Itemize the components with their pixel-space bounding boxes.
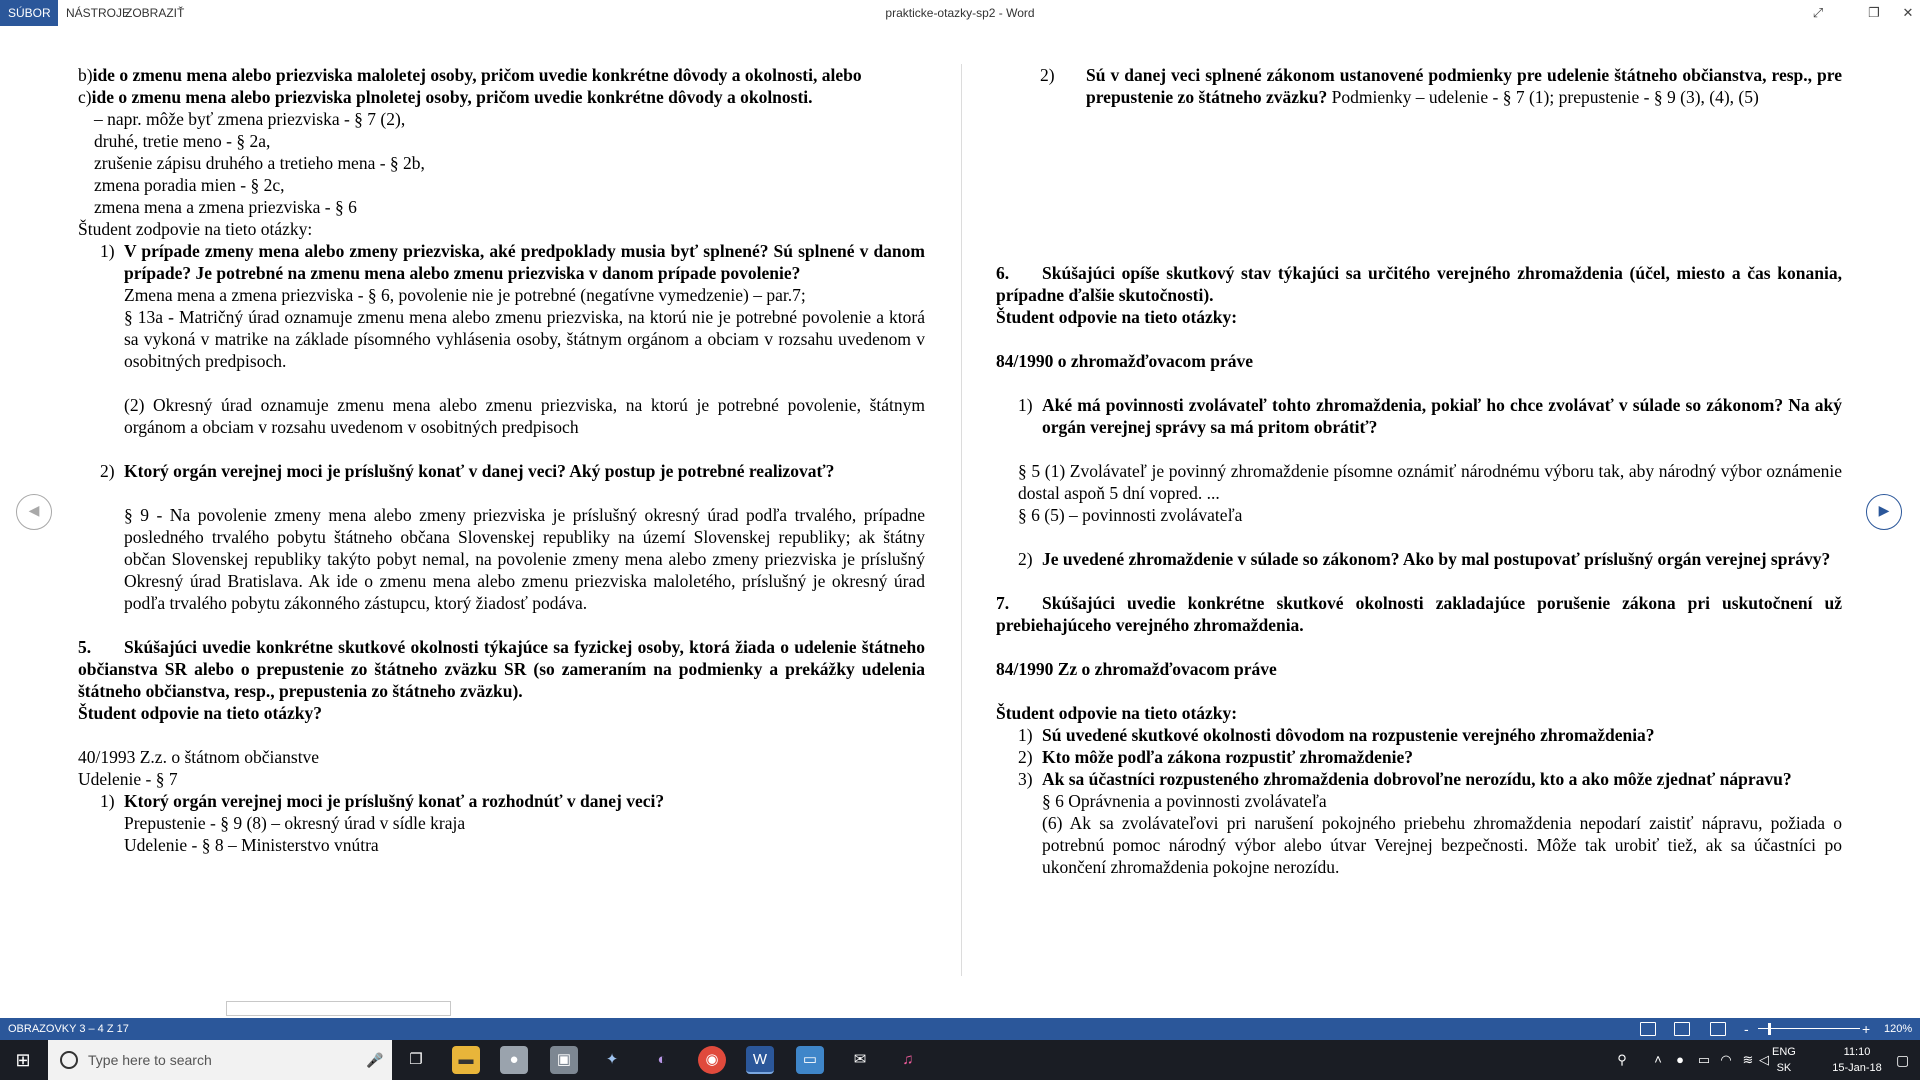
- question-2: 2) Kto môže podľa zákona rozpustiť zhromaždenie?: [1018, 747, 1414, 767]
- print-layout-icon[interactable]: [1674, 1022, 1690, 1036]
- law-reference: 84/1990 Zz o zhromažďovacom práve: [996, 659, 1277, 679]
- note-line: – napr. môže byť zmena priezviska - § 7 (2),: [94, 109, 406, 129]
- notifications-icon[interactable]: ▢: [1896, 1052, 1910, 1068]
- title-bar: [0, 0, 1920, 26]
- network-icon[interactable]: ◠: [1720, 1052, 1732, 1067]
- answer-line: Prepustenie - § 9 (8) – okresný úrad v sídle kraja: [124, 813, 466, 833]
- zoom-out-button[interactable]: -: [1744, 1021, 1749, 1037]
- answer-paragraph: § 9 - Na povolenie zmeny mena alebo zmeny priezviska je príslušný okresný úrad podľa trvalého, prípadne posledného trvalého pobytu štátneho občana Slovenskej republiky na území Slovenskej republiky; ak štátny občan Slovenskej republiky takýto pobyt nemal, na povolenie zmeny mena alebo zmeny priezviska je príslušný Okresný úrad Bratislava. Ak ide o zmenu mena alebo zmenu priezviska maloletého, príslušný je okresný úrad podľa trvalého pobytu zákonného zástupcu, ktorý žiadosť podáva.: [124, 505, 925, 613]
- task-view-icon[interactable]: ❐: [409, 1051, 423, 1068]
- section-6-heading: 6. Skúšajúci opíše skutkový stav týkajúci sa určitého verejného zhromaždenia (účel, miesto a čas konania, prípadne ďalšie skutočnosti).: [996, 263, 1842, 305]
- answer-paragraph: § 5 (1) Zvolávateľ je povinný zhromaždenie písomne oznámiť národnému výboru tak, aby národný výbor oznámenie dostal aspoň 5 dní vopred. ...: [1018, 461, 1842, 503]
- app-icon[interactable]: ▣: [550, 1046, 578, 1074]
- student-answers-line: Študent odpovie na tieto otázky:: [996, 307, 1238, 327]
- zoom-slider-thumb[interactable]: [1768, 1023, 1771, 1035]
- mail-icon[interactable]: ✉: [853, 1051, 867, 1068]
- question-2: 2) Sú v danej veci splnené zákonom ustanovené podmienky pre udelenie štátneho občianstva, resp., pre prepustenie zo štátneho zväzku? Podmienky – udelenie - § 7 (1); prepustenie - § 9 (3), (4), (5): [1040, 65, 1842, 107]
- note-line: zrušenie zápisu druhého a tretieho mena - § 2b,: [94, 153, 425, 173]
- menu-view[interactable]: ZOBRAZIŤ: [125, 6, 185, 20]
- menu-tools[interactable]: NÁSTROJE: [66, 6, 131, 20]
- question-3: 3) Ak sa účastníci rozpusteného zhromaždenia dobrovoľne nerozídu, kto a ako môže zjednať nápravu?: [1018, 769, 1792, 789]
- search-placeholder: Type here to search: [88, 1052, 212, 1068]
- horizontal-scrollbar[interactable]: [226, 1001, 451, 1016]
- list-item-b: b) ide o zmenu mena alebo priezviska maloletej osoby, pričom uvedie konkrétne dôvody a okolnosti, alebo: [78, 65, 862, 85]
- answer-line: § 6 Oprávnenia a povinnosti zvolávateľa: [1042, 791, 1327, 811]
- read-mode-icon[interactable]: [1640, 1022, 1656, 1036]
- previous-page-icon[interactable]: ◀: [16, 494, 52, 530]
- app-tray-icon[interactable]: ●: [1676, 1052, 1684, 1067]
- page-counter: OBRAZOVKY 3 – 4 Z 17: [8, 1023, 129, 1035]
- taskbar: [0, 1040, 1920, 1080]
- question-1: 1) Aké má povinnosti zvolávateľ tohto zhromaždenia, pokiaľ ho chce zvolávať v súlade so zákonom? Na aký orgán verejnej správy sa má pritom obrátiť?: [1018, 395, 1842, 437]
- question-1: 1) V prípade zmeny mena alebo zmeny priezviska, aké predpoklady musia byť splnené? Sú splnené v danom prípade? Je potrebné na zmenu mena alebo zmenu priezviska v danom prípade povolenie?: [100, 241, 925, 283]
- law-reference: 84/1990 o zhromažďovacom práve: [996, 351, 1253, 371]
- web-layout-icon[interactable]: [1710, 1022, 1726, 1036]
- answer-paragraph: (2) Okresný úrad oznamuje zmenu mena alebo zmenu priezviska, na ktorú je potrebné povolenie, štátnym orgánom a obciam v rozsahu uvedenom v osobitných predpisoch: [124, 395, 925, 437]
- page-divider: [961, 64, 962, 976]
- question-1: 1) Sú uvedené skutkové okolnosti dôvodom na rozpustenie verejného zhromaždenia?: [1018, 725, 1655, 745]
- note-line: druhé, tretie meno - § 2a,: [94, 131, 271, 151]
- app-icon[interactable]: ●: [500, 1046, 528, 1074]
- language-indicator[interactable]: ENG SK: [1772, 1046, 1796, 1074]
- answer-line: Udelenie - § 8 – Ministerstvo vnútra: [124, 835, 379, 855]
- wifi-icon[interactable]: ≋: [1742, 1052, 1754, 1067]
- student-answers-line: Študent odpovie na tieto otázky?: [78, 703, 323, 723]
- answer-paragraph: (6) Ak sa zvolávateľovi pri narušení pokojného priebehu zhromaždenia nepodarí zaistiť nápravu, požiada o potrebnú pomoc národný výbor alebo útvar Verejnej bezpečnosti. Môže tak urobiť tiež, ak sa účastníci po ukončení zhromaždenia pokojne nerozídu.: [1042, 813, 1842, 877]
- question-2: 2) Je uvedené zhromaždenie v súlade so zákonom? Ako by mal postupovať príslušný orgán verejnej správy?: [1018, 549, 1831, 569]
- word-icon[interactable]: W: [746, 1046, 774, 1074]
- zoom-level[interactable]: 120%: [1884, 1023, 1913, 1035]
- question-2: 2) Ktorý orgán verejnej moci je príslušný konať v danej veci? Aký postup je potrebné realizovať?: [100, 461, 835, 481]
- answer-paragraph: Zmena mena a zmena priezviska - § 6, povolenie nie je potrebné (negatívne vymedzenie) – par.7;: [124, 285, 806, 305]
- close-icon[interactable]: ✕: [1902, 5, 1914, 20]
- note-line: zmena poradia mien - § 2c,: [94, 175, 285, 195]
- student-answers-line: Študent zodpovie na tieto otázky:: [78, 219, 313, 239]
- chrome-icon[interactable]: ◉: [698, 1046, 726, 1074]
- taskbar-search[interactable]: [48, 1040, 392, 1080]
- next-page-icon[interactable]: ▶: [1866, 494, 1902, 530]
- windows-start-icon[interactable]: ⊞: [15, 1050, 31, 1070]
- app-icon[interactable]: ▭: [796, 1046, 824, 1074]
- menu-file[interactable]: SÚBOR: [0, 0, 58, 26]
- left-page: [78, 64, 925, 856]
- chevron-up-icon[interactable]: ˄: [1654, 1052, 1662, 1067]
- section-7-heading: 7. Skúšajúci uvedie konkrétne skutkové okolnosti zakladajúce porušenie zákona pri uskutočnení už prebiehajúceho verejného zhromaždenia.: [996, 593, 1842, 635]
- cortana-icon: [60, 1051, 78, 1069]
- app-icon[interactable]: ◐: [657, 1051, 667, 1068]
- right-page: [996, 64, 1842, 878]
- answer-line: § 6 (5) – povinnosti zvolávateľa: [1018, 505, 1243, 525]
- question-1: 1) Ktorý orgán verejnej moci je príslušný konať a rozhodnúť v danej veci?: [100, 791, 665, 811]
- note-line: zmena mena a zmena priezviska - § 6: [94, 197, 357, 217]
- zoom-in-button[interactable]: +: [1862, 1021, 1871, 1037]
- file-explorer-icon[interactable]: ▬: [452, 1046, 480, 1074]
- student-answers-line: Študent odpovie na tieto otázky:: [996, 703, 1238, 723]
- itunes-icon[interactable]: ♫: [902, 1051, 914, 1068]
- section-5-heading: 5. Skúšajúci uvedie konkrétne skutkové okolnosti týkajúce sa fyzickej osoby, ktorá žiada o udelenie štátneho občianstva SR alebo o prepustenie zo štátneho zväzku SR (so zameraním na podmienky a prekážky udelenia štátneho občianstva, resp., prepustenia zo štátneho zväzku).: [78, 637, 925, 701]
- restore-icon[interactable]: ❐: [1868, 5, 1880, 20]
- zoom-slider[interactable]: [1758, 1028, 1860, 1029]
- list-item-c: c) ide o zmenu mena alebo priezviska plnoletej osoby, pričom uvedie konkrétne dôvody a okolnosti.: [78, 87, 813, 107]
- people-icon[interactable]: ⚲: [1617, 1052, 1627, 1067]
- microphone-icon[interactable]: 🎤: [366, 1052, 384, 1068]
- window-title: prakticke-otazky-sp2 - Word: [885, 6, 1035, 20]
- fullscreen-icon[interactable]: ⤢: [1812, 5, 1824, 20]
- grant-reference: Udelenie - § 7: [78, 769, 178, 789]
- steam-icon[interactable]: ✦: [605, 1051, 619, 1068]
- status-bar: [0, 1018, 1920, 1040]
- law-reference: 40/1993 Z.z. o štátnom občianstve: [78, 747, 320, 767]
- battery-icon[interactable]: ▭: [1697, 1052, 1711, 1067]
- clock[interactable]: 11:10 15-Jan-18: [1832, 1046, 1882, 1074]
- volume-icon[interactable]: ◁: [1759, 1052, 1769, 1067]
- answer-paragraph: § 13a - Matričný úrad oznamuje zmenu mena alebo zmenu priezviska, na ktorú nie je potrebné povolenie a ktorá sa vykoná v matrike na základe písomného vyhlásenia osoby, štátnym orgánom a obciam v rozsahu uvedenom v osobitných predpisoch.: [124, 307, 925, 371]
